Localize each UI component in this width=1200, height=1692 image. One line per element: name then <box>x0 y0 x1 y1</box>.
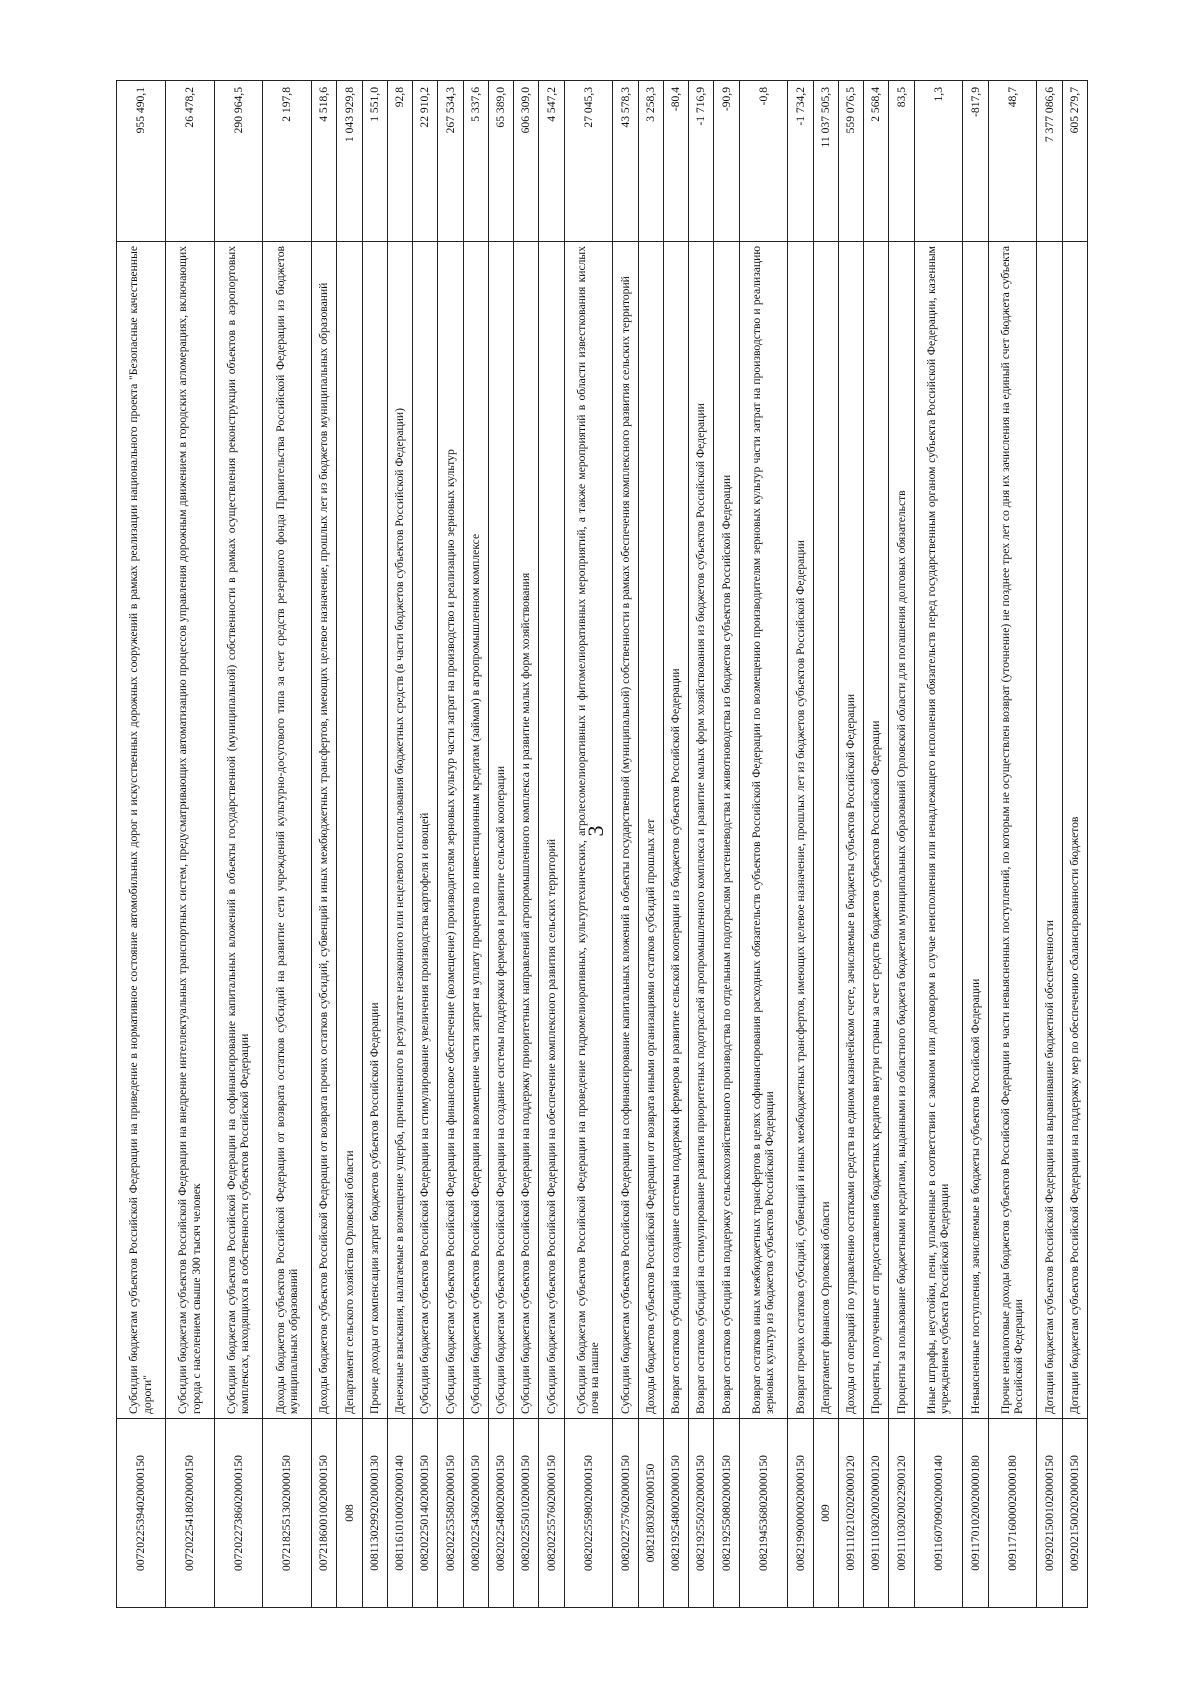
row-name-cell: Субсидии бюджетам субъектов Российской Федерации на возмещение части затрат на уплату процентов по инвестиционным кредитам (займам) в агропромышленном комплексе <box>463 242 488 1419</box>
row-code-cell: 00821925508020000150 <box>714 1419 739 1608</box>
table-row <box>413 81 438 1608</box>
page-number: 3 <box>583 825 608 837</box>
row-code-cell: 00911701020020000180 <box>963 1419 988 1608</box>
row-name-cell: Доходы бюджетов субъектов Российской Федерации от возврата остатков субсидий на развитие сети учреждений культурно-досугового типа за счет средств резервного фонда Правительства Российской Федерации из бюджетов муниципальных образований <box>263 242 312 1419</box>
row-name-cell: Дотации бюджетам субъектов Российской Федерации на поддержку мер по обеспечению сбалансированности бюджетов <box>1062 242 1087 1419</box>
row-amount-cell: 1,3 <box>914 81 963 242</box>
row-amount-cell: 559 076,5 <box>838 81 863 242</box>
row-name-cell: Доходы бюджетов субъектов Российской Федерации от возврата иными организациями остатков субсидий прошлых лет <box>638 242 663 1419</box>
row-code-cell: 00821990000020000150 <box>788 1419 813 1608</box>
table-row <box>864 81 889 1608</box>
row-name-cell: Иные штрафы, неустойки, пени, уплаченные в соответствии с законом или договором в случае неисполнения или ненадлежащего исполнения обязательств перед государственным органом субъекта Российской Федерации, казенным учреждением субъекта Российской Федерации <box>914 242 963 1419</box>
row-name-cell: Денежные взыскания, налагаемые в возмещение ущерба, причиненного в результате незаконного или нецелевого использования бюджетных средств (в части бюджетов субъектов Российской Федерации) <box>387 242 412 1419</box>
row-name-cell: Субсидии бюджетам субъектов Российской Федерации на софинансирование капитальных вложений в объекты государственной (муниципальной) собственности в рамках осуществления реконструкции объектов в аэропортовых комплексах, находящихся в собственности субъектов Российской Федерации <box>214 242 263 1419</box>
table-row <box>514 81 539 1608</box>
row-code-cell: 00820225576020000150 <box>539 1419 564 1608</box>
row-amount-cell: 7 377 086,6 <box>1037 81 1062 242</box>
row-amount-cell: 2 197,8 <box>263 81 312 242</box>
row-code-cell: 008 <box>337 1419 362 1608</box>
table-row <box>988 81 1037 1608</box>
revenue-table <box>116 80 1088 1608</box>
table-row <box>438 81 463 1608</box>
table-row <box>564 81 613 1608</box>
row-code-cell: 00821925502020000150 <box>689 1419 714 1608</box>
table-row <box>1062 81 1087 1608</box>
rotated-table-container <box>116 80 1088 1608</box>
row-code-cell: 00820227576020000150 <box>613 1419 638 1608</box>
row-code-cell: 00721825513020000150 <box>263 1419 312 1608</box>
row-code-cell: 00721860010020000150 <box>312 1419 337 1608</box>
row-code-cell: 00720227386020000150 <box>214 1419 263 1608</box>
row-code-cell: 00820225501020000150 <box>514 1419 539 1608</box>
table-row <box>838 81 863 1608</box>
table-row <box>312 81 337 1608</box>
row-amount-cell: -90,9 <box>714 81 739 242</box>
row-amount-cell: 1 551,0 <box>362 81 387 242</box>
row-name-cell: Возврат прочих остатков субсидий, субвенций и иных межбюджетных трансфертов, имеющих целевое назначение, прошлых лет из бюджетов субъектов Российской Федерации <box>788 242 813 1419</box>
row-code-cell: 00811610100020000140 <box>387 1419 412 1608</box>
row-amount-cell: 290 964,5 <box>214 81 263 242</box>
row-amount-cell: 4 547,2 <box>539 81 564 242</box>
table-row <box>337 81 362 1608</box>
table-row <box>165 81 214 1608</box>
row-amount-cell: 22 910,2 <box>413 81 438 242</box>
table-row <box>788 81 813 1608</box>
row-name-cell: Проценты, полученные от предоставления бюджетных кредитов внутри страны за счет средств бюджетов субъектов Российской Федерации <box>864 242 889 1419</box>
row-name-cell: Субсидии бюджетам субъектов Российской Федерации на приведение в нормативное состояние автомобильных дорог и искусственных дорожных сооружений в рамках реализации национального проекта "Безопасные качественные дороги" <box>117 242 166 1419</box>
row-amount-cell: 26 478,2 <box>165 81 214 242</box>
table-row <box>739 81 788 1608</box>
row-amount-cell: 606 309,0 <box>514 81 539 242</box>
table-row <box>214 81 263 1608</box>
row-name-cell: Доходы бюджетов субъектов Российской Федерации от возврата прочих остатков субсидий, субвенций и иных межбюджетных трансфертов, имеющих целевое назначение, прошлых лет из бюджетов муниципальных образований <box>312 242 337 1419</box>
table-row <box>889 81 914 1608</box>
row-code-cell: 00920215002020000150 <box>1062 1419 1087 1608</box>
row-name-cell: Департамент сельского хозяйства Орловской области <box>337 242 362 1419</box>
row-name-cell: Доходы от операций по управлению остатками средств на едином казначейском счете, зачисляемые в бюджеты субъектов Российской Федерации <box>838 242 863 1419</box>
row-amount-cell: 27 045,3 <box>564 81 613 242</box>
table-row <box>117 81 166 1608</box>
table-row <box>689 81 714 1608</box>
row-amount-cell: 48,7 <box>988 81 1037 242</box>
row-name-cell: Субсидии бюджетам субъектов Российской Федерации на финансовое обеспечение (возмещение) производителям зерновых культур части затрат на производство и реализацию зерновых культур <box>438 242 463 1419</box>
row-amount-cell: -80,4 <box>663 81 688 242</box>
row-name-cell: Возврат остатков иных межбюджетных трансфертов в целях софинансирования расходных обязательств субъектов Российской Федерации по возмещению производителям зерновых культур части затрат на производство и реализацию зерновых культур из бюджетов субъектов Российской Федерации <box>739 242 788 1419</box>
row-name-cell: Субсидии бюджетам субъектов Российской Федерации на создание системы поддержки фермеров и развитие сельской кооперации <box>488 242 513 1419</box>
row-amount-cell: 3 258,3 <box>638 81 663 242</box>
row-name-cell: Субсидии бюджетам субъектов Российской Федерации на поддержку приоритетных направлений агропромышленного комплекса и развитие малых форм хозяйствования <box>514 242 539 1419</box>
row-code-cell: 00821945368020000150 <box>739 1419 788 1608</box>
row-code-cell: 00821803020000150 <box>638 1419 663 1608</box>
row-amount-cell: 4 518,6 <box>312 81 337 242</box>
row-code-cell: 009 <box>813 1419 838 1608</box>
table-row <box>963 81 988 1608</box>
table-row <box>539 81 564 1608</box>
row-amount-cell: 5 337,6 <box>463 81 488 242</box>
row-amount-cell: 2 568,4 <box>864 81 889 242</box>
row-code-cell: 00720225418020000150 <box>165 1419 214 1608</box>
row-amount-cell: 955 490,1 <box>117 81 166 242</box>
row-code-cell: 00820225436020000150 <box>463 1419 488 1608</box>
row-name-cell: Департамент финансов Орловской области <box>813 242 838 1419</box>
row-name-cell: Субсидии бюджетам субъектов Российской Федерации на проведение гидромелиоративных, культуртехнических, агролесомелиоративных и фитомелиоративных мероприятий, а также мероприятий в области известкования кислых почв на пашне <box>564 242 613 1419</box>
table-row <box>362 81 387 1608</box>
row-name-cell: Субсидии бюджетам субъектов Российской Федерации на внедрение интеллектуальных транспортных систем, предусматривающих автоматизацию процессов управления дорожным движением в городских агломерациях, включающих города с населением свыше 300 тысяч человек <box>165 242 214 1419</box>
row-code-cell: 00911607090020000140 <box>914 1419 963 1608</box>
table-row <box>714 81 739 1608</box>
row-amount-cell: -0,8 <box>739 81 788 242</box>
row-code-cell: 00820225358020000150 <box>438 1419 463 1608</box>
row-code-cell: 00920215001020000150 <box>1037 1419 1062 1608</box>
row-amount-cell: 65 389,0 <box>488 81 513 242</box>
row-amount-cell: 43 578,3 <box>613 81 638 242</box>
row-code-cell: 00911103020022900120 <box>889 1419 914 1608</box>
row-amount-cell: -1 716,9 <box>689 81 714 242</box>
row-code-cell: 00911102102020000120 <box>838 1419 863 1608</box>
row-code-cell: 00820225480020000150 <box>488 1419 513 1608</box>
table-row <box>613 81 638 1608</box>
row-amount-cell: 11 037 505,3 <box>813 81 838 242</box>
row-name-cell: Прочие неналоговые доходы бюджетов субъектов Российской Федерации в части невыясненных поступлений, по которым не осуществлен возврат (уточнение) не позднее трех лет со дня их зачисления на единый счет бюджета субъекта Российской Федерации <box>988 242 1037 1419</box>
row-amount-cell: -817,9 <box>963 81 988 242</box>
row-name-cell: Дотации бюджетам субъектов Российской Федерации на выравнивание бюджетной обеспеченности <box>1037 242 1062 1419</box>
row-name-cell: Возврат остатков субсидий на создание системы поддержки фермеров и развитие сельской кооперации из бюджетов субъектов Российской Федерации <box>663 242 688 1419</box>
row-amount-cell: -1 734,2 <box>788 81 813 242</box>
row-amount-cell: 92,8 <box>387 81 412 242</box>
table-row <box>463 81 488 1608</box>
row-name-cell: Невыясненные поступления, зачисляемые в бюджеты субъектов Российской Федерации <box>963 242 988 1419</box>
row-name-cell: Субсидии бюджетам субъектов Российской Федерации на обеспечение комплексного развития сельских территорий <box>539 242 564 1419</box>
row-name-cell: Субсидии бюджетам субъектов Российской Федерации на софинансирование капитальных вложений в объекты государственной (муниципальной) собственности в рамках обеспечения комплексного развития сельских территорий <box>613 242 638 1419</box>
row-amount-cell: 83,5 <box>889 81 914 242</box>
row-name-cell: Прочие доходы от компенсации затрат бюджетов субъектов Российской Федерации <box>362 242 387 1419</box>
row-code-cell: 00911716000020000180 <box>988 1419 1037 1608</box>
row-amount-cell: 267 534,3 <box>438 81 463 242</box>
row-amount-cell: 1 043 929,8 <box>337 81 362 242</box>
revenue-table-body <box>117 81 1088 1608</box>
table-row <box>638 81 663 1608</box>
table-row <box>263 81 312 1608</box>
table-row <box>663 81 688 1608</box>
row-code-cell: 00820225014020000150 <box>413 1419 438 1608</box>
row-name-cell: Возврат остатков субсидий на поддержку сельскохозяйственного производства по отдельным подотраслям растениеводства и животноводства из бюджетов субъектов Российской Федерации <box>714 242 739 1419</box>
row-code-cell: 00720225394020000150 <box>117 1419 166 1608</box>
table-row <box>914 81 963 1608</box>
table-row <box>488 81 513 1608</box>
row-code-cell: 00820225598020000150 <box>564 1419 613 1608</box>
row-code-cell: 00911103020020000120 <box>864 1419 889 1608</box>
row-amount-cell: 605 279,7 <box>1062 81 1087 242</box>
row-code-cell: 00811302992020000130 <box>362 1419 387 1608</box>
row-code-cell: 00821925480020000150 <box>663 1419 688 1608</box>
row-name-cell: Проценты за пользование бюджетными кредитами, выданными из областного бюджета бюджетам муниципальных образований Орловской области для погашения долговых обязательств <box>889 242 914 1419</box>
row-name-cell: Возврат остатков субсидий на стимулирование развития приоритетных подотраслей агропромышленного комплекса и развитие малых форм хозяйствования из бюджетов субъектов Российской Федерации <box>689 242 714 1419</box>
table-row <box>387 81 412 1608</box>
table-row <box>1037 81 1062 1608</box>
table-row <box>813 81 838 1608</box>
row-name-cell: Субсидии бюджетам субъектов Российской Федерации на стимулирование увеличения производства картофеля и овощей <box>413 242 438 1419</box>
